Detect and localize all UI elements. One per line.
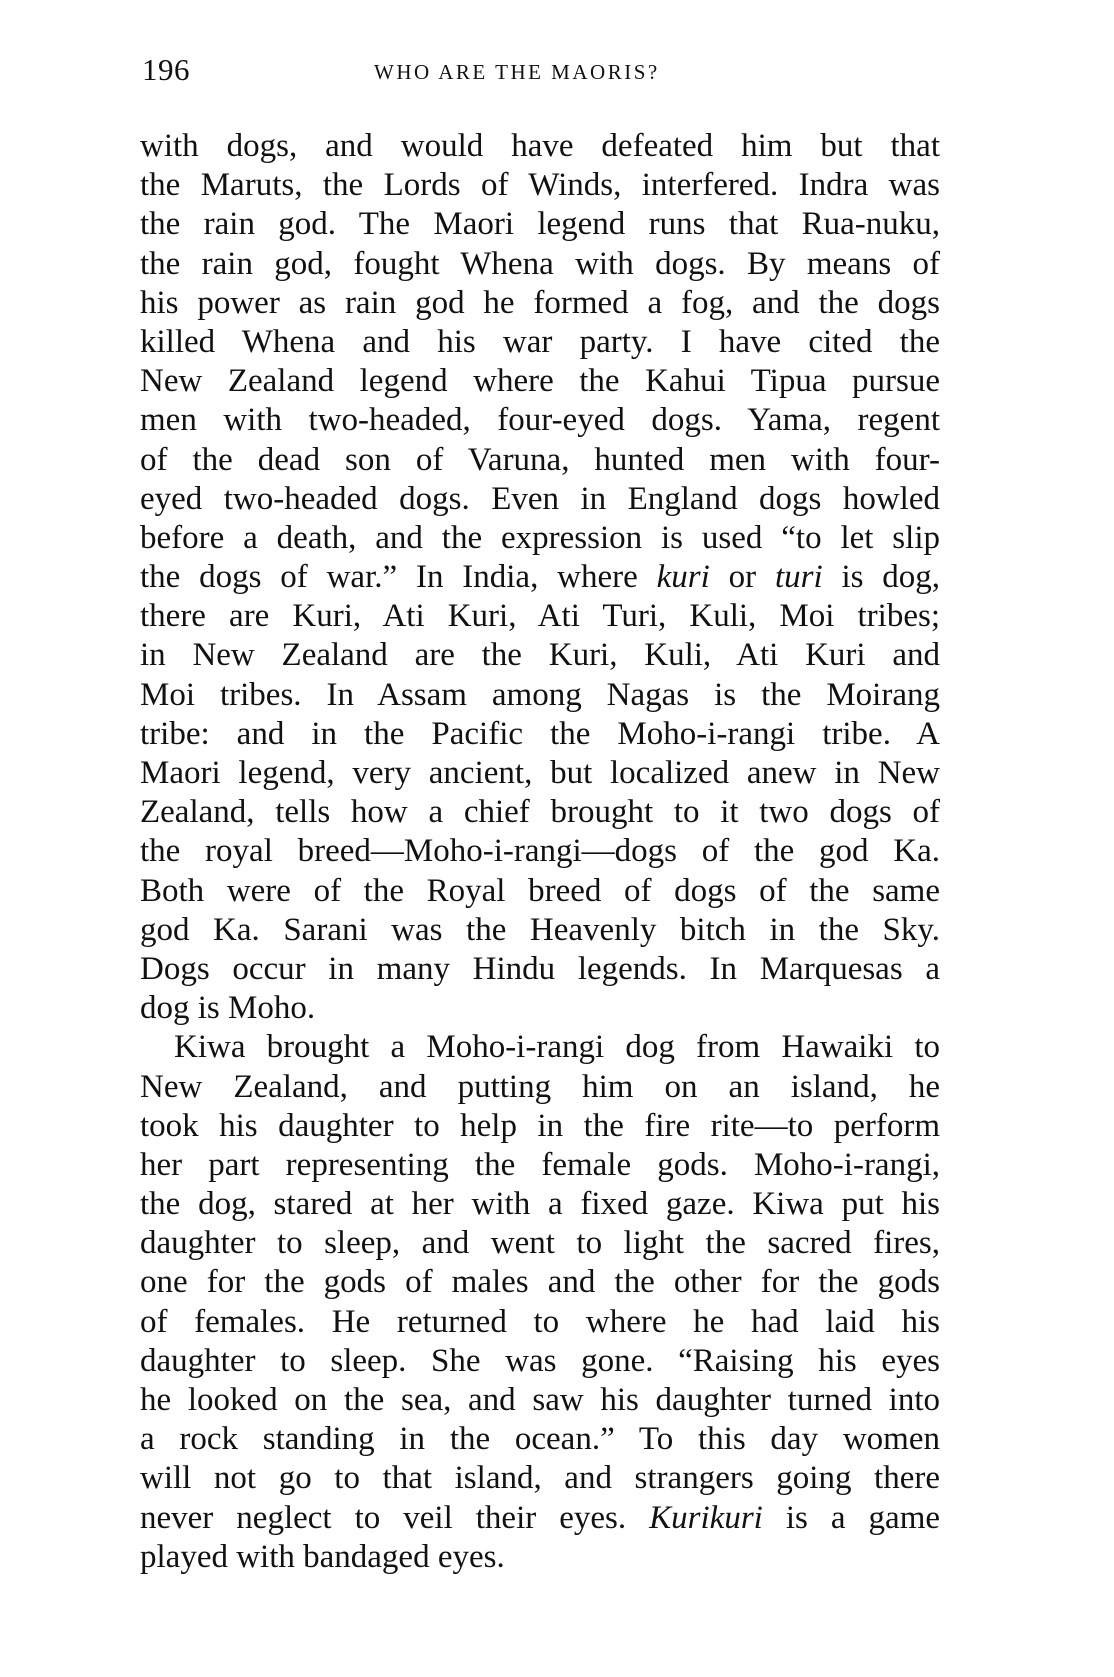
text-line: the Maruts, the Lords of Winds, interfered. Indra was <box>140 167 940 204</box>
text-line: the royal breed—Moho-i-rangi—dogs of the god Ka. <box>140 833 940 870</box>
italic-term: Kurikuri <box>649 1499 763 1536</box>
text-line: Maori legend, very ancient, but localized anew in New <box>140 755 940 791</box>
text-line: daughter to sleep. She was gone. “Raising his eyes <box>140 1342 940 1379</box>
text-line: he looked on the sea, and saw his daughter turned into <box>140 1382 940 1418</box>
text-line: one for the gods of males and the other for the gods <box>140 1264 940 1301</box>
text-line-mixed <box>140 1499 940 1538</box>
text-line: of females. He returned to where he had laid his <box>140 1303 940 1340</box>
body-text <box>140 127 940 1577</box>
text-line: Kiwa brought a Moho-i-rangi dog from Hawaiki to <box>174 1029 940 1066</box>
text-segment: is a game <box>785 1499 941 1536</box>
text-line: god Ka. Sarani was the Heavenly bitch in the Sky. <box>140 911 940 948</box>
text-line: took his daughter to help in the fire rite—to perform <box>140 1107 940 1144</box>
text-line: eyed two-headed dogs. Even in England dogs howled <box>140 480 940 517</box>
text-line: New Zealand, and putting him on an island, he <box>140 1068 940 1105</box>
text-line: Moi tribes. In Assam among Nagas is the Moirang <box>140 676 940 713</box>
text-line: her part representing the female gods. Moho-i-rangi, <box>140 1146 940 1183</box>
text-line-mixed <box>140 558 940 597</box>
text-line: New Zealand legend where the Kahui Tipua pursue <box>140 363 940 400</box>
paragraph-2 <box>140 1028 940 1577</box>
text-line: killed Whena and his war party. I have cited the <box>140 323 940 360</box>
paragraph-1 <box>140 127 940 1028</box>
text-line: dog is Moho. <box>140 990 316 1027</box>
text-line: the rain god, fought Whena with dogs. By means of <box>140 245 940 282</box>
text-line: Dogs occur in many Hindu legends. In Marquesas a <box>140 950 940 987</box>
text-line: there are Kuri, Ati Kuri, Ati Turi, Kuli, Moi tribes; <box>140 598 940 635</box>
text-line: Zealand, tells how a chief brought to it two dogs of <box>140 794 940 831</box>
text-line: played with bandaged eyes. <box>140 1538 505 1575</box>
running-head: WHO ARE THE MAORIS? <box>374 60 660 84</box>
page-header <box>142 52 942 102</box>
text-segment: is dog, <box>841 559 941 596</box>
italic-term: turi <box>774 559 823 596</box>
text-line: men with two-headed, four-eyed dogs. Yama, regent <box>140 402 940 439</box>
text-line: the rain god. The Maori legend runs that Rua-nuku, <box>140 206 940 243</box>
text-line: a rock standing in the ocean.” To this day women <box>140 1421 940 1458</box>
text-segment: never neglect to veil their eyes. <box>140 1499 627 1536</box>
text-line: with dogs, and would have defeated him but that <box>140 128 940 164</box>
text-line: of the dead son of Varuna, hunted men with four- <box>140 441 940 478</box>
text-line: his power as rain god he formed a fog, and the dogs <box>140 284 940 321</box>
text-line: the dog, stared at her with a fixed gaze. Kiwa put his <box>140 1186 940 1223</box>
text-line: before a death, and the expression is used “to let slip <box>140 519 940 556</box>
page-number: 196 <box>142 52 190 87</box>
italic-term: kuri <box>656 559 710 596</box>
text-segment: the dogs of war.” In India, where <box>140 559 638 596</box>
text-line: in New Zealand are the Kuri, Kuli, Ati Kuri and <box>140 637 940 674</box>
text-line: daughter to sleep, and went to light the sacred fires, <box>140 1225 940 1262</box>
text-line: Both were of the Royal breed of dogs of the same <box>140 872 940 909</box>
text-segment: or <box>728 559 757 596</box>
text-line: tribe: and in the Pacific the Moho-i-rangi tribe. A <box>140 715 940 752</box>
text-line: will not go to that island, and strangers going there <box>140 1460 940 1497</box>
